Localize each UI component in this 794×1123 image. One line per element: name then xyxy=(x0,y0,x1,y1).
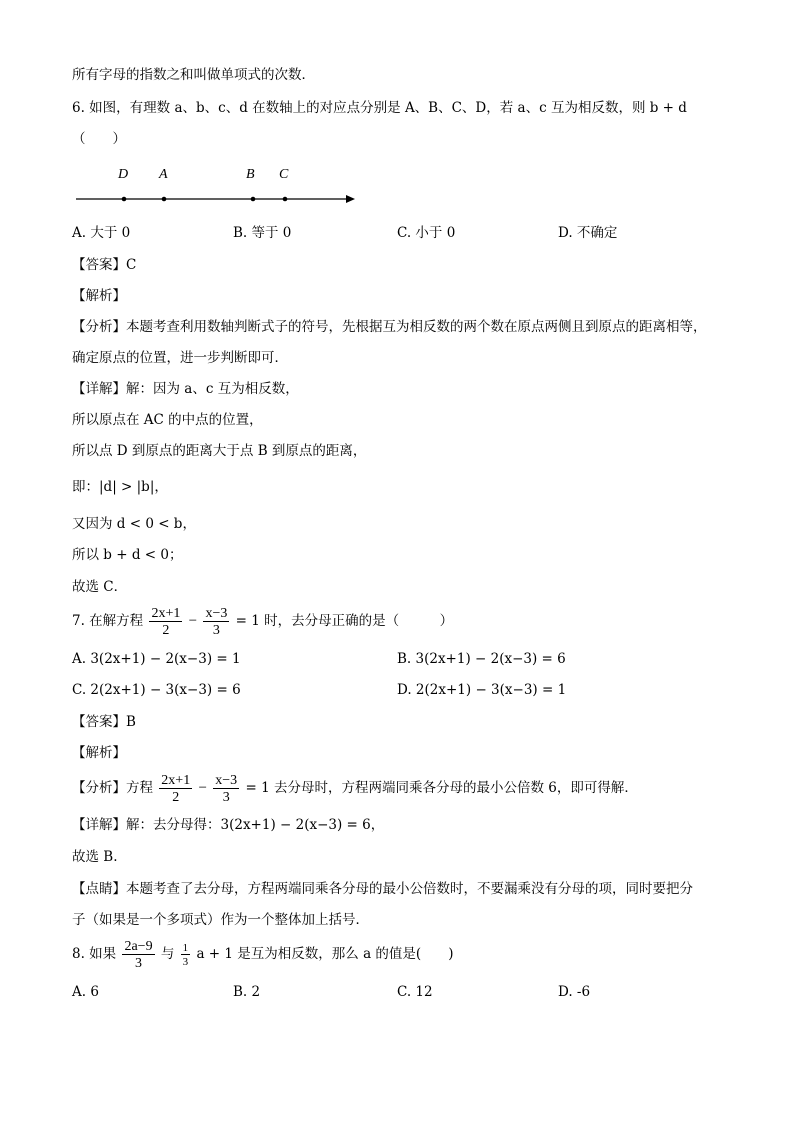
q7-analysis-tag: 【解析】 xyxy=(72,745,126,761)
label-c: C xyxy=(279,167,289,182)
q7-analysis-frac2-numerator: x−3 xyxy=(215,772,238,788)
q8-option-a: A. 6 xyxy=(72,984,99,1000)
q7-frac2-denominator: 3 xyxy=(212,622,220,638)
q8-fraction-2 xyxy=(181,942,191,968)
q7-detail-1: 【详解】解：去分母得：3(2x+1) − 2(x−3) = 6， xyxy=(72,817,385,833)
q8-frac1-denominator: 3 xyxy=(135,955,143,971)
intro-line: 所有字母的指数之和叫做单项式的次数． xyxy=(72,67,315,83)
label-d: D xyxy=(118,167,129,182)
q7-analysis-minus: − xyxy=(198,780,207,796)
q7-comment-line-2: 子（如果是一个多项式）作为一个整体加上括号． xyxy=(72,912,369,928)
label-a: A xyxy=(159,167,168,182)
q7-frac1-denominator: 2 xyxy=(162,622,170,638)
q6-option-c: C. 小于 0 xyxy=(397,225,456,241)
q6-detail-1: 【详解】解：因为 a、c 互为相反数， xyxy=(72,381,299,397)
q6-detail-5: 又因为 d < 0 < b， xyxy=(72,516,196,532)
q7-stem-suffix: = 1 时，去分母正确的是（ ） xyxy=(235,613,454,629)
q8-fraction-1 xyxy=(122,939,154,971)
point-c xyxy=(283,197,288,202)
q8-stem-suffix: a + 1 是互为相反数，那么 a 的值是( ) xyxy=(196,946,454,962)
q8-option-b: B. 2 xyxy=(233,984,261,1000)
q7-minus: − xyxy=(188,613,198,629)
point-b xyxy=(251,197,256,202)
q7-option-c: C. 2(2x+1) − 3(x−3) = 6 xyxy=(72,682,241,698)
q6-analysis-line-1: 【分析】本题考查利用数轴判断式子的符号，先根据互为相反数的两个数在原点两侧且到原点的距离相等， xyxy=(72,319,707,335)
q7-option-a: A. 3(2x+1) − 2(x−3) = 1 xyxy=(72,651,241,667)
q7-frac1-numerator: 2x+1 xyxy=(151,605,181,621)
q7-analysis-frac2-denominator: 3 xyxy=(222,789,230,805)
q7-analysis xyxy=(72,771,638,805)
q7-fraction-1 xyxy=(149,606,182,638)
q6-analysis-tag: 【解析】 xyxy=(72,288,126,304)
q8-stem-prefix: 8. 如果 xyxy=(72,946,117,962)
q7-option-d: D. 2(2x+1) − 3(x−3) = 1 xyxy=(397,682,567,698)
q6-detail-7: 故选 C． xyxy=(72,579,128,595)
q6-option-a: A. 大于 0 xyxy=(72,225,131,241)
q8-option-c: C. 12 xyxy=(397,984,433,1000)
q8-frac1-numerator: 2a−9 xyxy=(124,938,153,954)
q6-analysis-line-2: 确定原点的位置，进一步判断即可． xyxy=(72,350,288,366)
q7-fraction-2 xyxy=(203,606,229,638)
q6-option-d: D. 不确定 xyxy=(558,225,618,241)
q6-detail-4: 即：|d| > |b|， xyxy=(72,479,168,495)
q7-analysis-fraction-2 xyxy=(213,773,239,805)
q8-option-d: D. -6 xyxy=(558,984,591,1000)
q7-detail-2: 故选 B. xyxy=(72,849,118,865)
q6-detail-2: 所以原点在 AC 的中点的位置， xyxy=(72,412,263,428)
label-b: B xyxy=(246,167,255,182)
q7-stem xyxy=(72,604,453,638)
q7-analysis-frac1-denominator: 2 xyxy=(172,789,180,805)
q6-detail-6: 所以 b + d < 0； xyxy=(72,547,183,563)
q7-stem-prefix: 7. 在解方程 xyxy=(72,613,144,629)
q7-option-b: B. 3(2x+1) − 2(x−3) = 6 xyxy=(397,651,566,667)
q8-frac2-numerator: 1 xyxy=(182,941,189,954)
q7-analysis-fraction-1 xyxy=(159,773,192,805)
point-d xyxy=(122,197,127,202)
q7-answer: 【答案】B xyxy=(72,714,136,730)
q8-frac2-denominator: 3 xyxy=(182,955,189,968)
number-line-arrow xyxy=(346,195,355,203)
q7-frac2-numerator: x−3 xyxy=(205,605,228,621)
q7-analysis-prefix: 【分析】方程 xyxy=(72,780,153,796)
number-line-figure xyxy=(72,162,362,210)
q7-comment-line-1: 【点睛】本题考查了去分母，方程两端同乘各分母的最小公倍数时，不要漏乘没有分母的项，同时要把分 xyxy=(72,881,693,897)
q6-detail-3: 所以点 D 到原点的距离大于点 B 到原点的距离， xyxy=(72,443,367,459)
q6-stem: 6. 如图，有理数 a、b、c、d 在数轴上的对应点分别是 A、B、C、D，若 a、c 互为相反数，则 b + d xyxy=(72,100,687,116)
point-a xyxy=(162,197,167,202)
q6-answer: 【答案】C xyxy=(72,257,137,273)
q6-option-b: B. 等于 0 xyxy=(233,225,292,241)
q8-stem-mid: 与 xyxy=(160,946,175,962)
q7-analysis-frac1-numerator: 2x+1 xyxy=(161,772,191,788)
q8-stem xyxy=(72,937,453,971)
q7-analysis-suffix: = 1 去分母时，方程两端同乘各分母的最小公倍数 6，即可得解． xyxy=(245,780,638,796)
q6-answer-paren: （ ） xyxy=(72,131,126,147)
